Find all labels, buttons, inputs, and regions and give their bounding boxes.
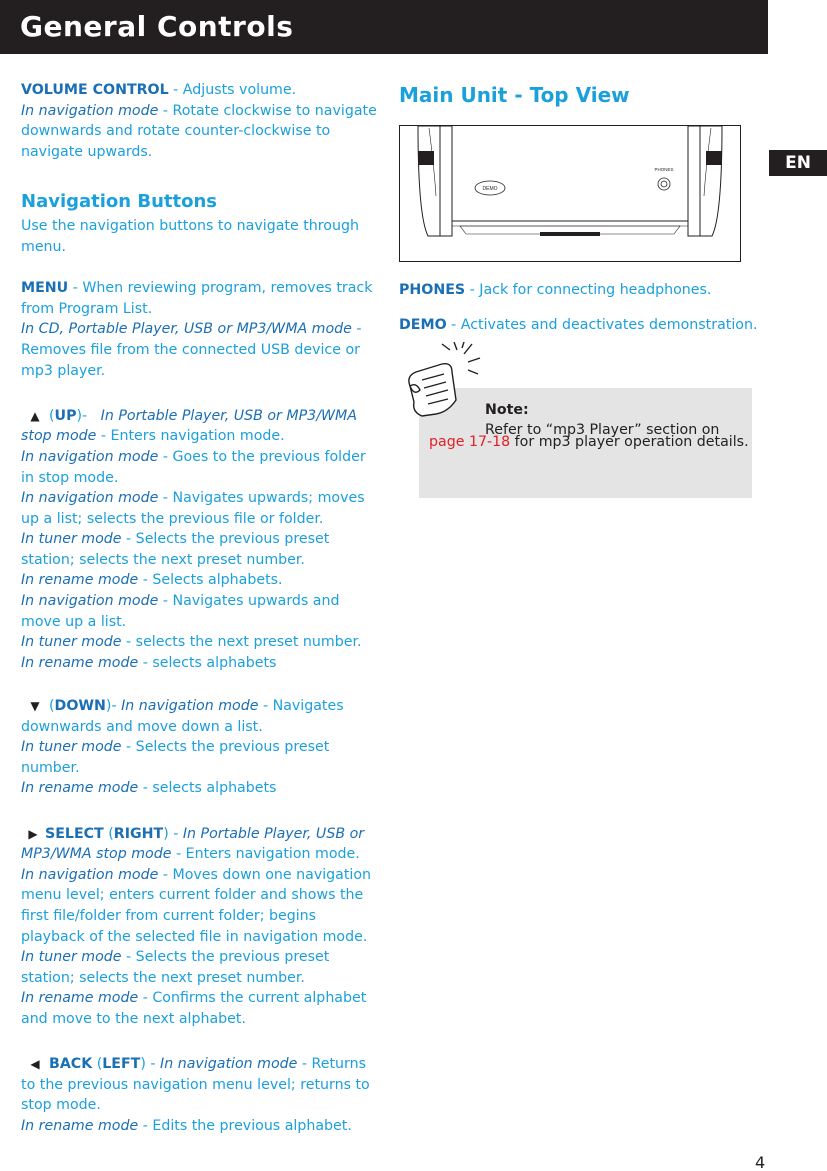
right-arrow-icon: ▶: [28, 826, 38, 841]
up-term: UP: [54, 407, 77, 424]
menu-entry: [21, 278, 381, 381]
language-tab: EN: [769, 150, 827, 176]
select-desc-4: - Confirms the current alphabet and move to the next alphabet.: [21, 990, 367, 1027]
note-title: Note:: [485, 402, 529, 418]
down-mode-1: In navigation mode: [121, 698, 259, 715]
down-term: DOWN: [54, 698, 106, 715]
volume-mode: In navigation mode: [21, 102, 159, 119]
demo-button-label: DEMO: [482, 186, 498, 192]
menu-mode: In CD, Portable Player, USB or MP3/WMA mode: [21, 321, 352, 338]
select-term: SELECT: [45, 825, 104, 842]
down-mode-3: In rename mode: [21, 780, 139, 797]
select-desc-2: - Moves down one navigation menu level; enters current folder and shows the first file/folder from current folder; begins playback of the selected file in navigation mode.: [21, 866, 372, 945]
select-paren-close: ) -: [163, 825, 183, 842]
select-desc-1: - Enters navigation mode.: [171, 846, 360, 863]
demo-desc: - Activates and deactivates demonstration.: [446, 317, 758, 333]
header-bar: [0, 0, 768, 54]
phones-desc: - Jack for connecting headphones.: [465, 282, 712, 298]
select-mode-3: In tuner mode: [21, 949, 122, 966]
page-reference-link[interactable]: page 17-18: [429, 434, 511, 450]
back-mode-1: In navigation mode: [160, 1056, 298, 1073]
navigation-intro: Use the navigation buttons to navigate through menu.: [21, 218, 359, 255]
volume-control-term: VOLUME CONTROL: [21, 82, 169, 98]
volume-mode-desc: - Rotate clockwise to navigate downwards and rotate counter-clockwise to navigate upwards.: [21, 102, 377, 160]
up-mode-5: In rename mode: [21, 572, 139, 589]
up-desc-2: - Goes to the previous folder in stop mode.: [21, 448, 366, 486]
menu-mode-desc: - Removes file from the connected USB device or mp3 player.: [21, 321, 362, 379]
up-desc-8: - selects alphabets: [138, 654, 277, 671]
volume-control-desc: - Adjusts volume.: [168, 82, 297, 98]
down-desc-1: - Navigates downwards and move down a list.: [21, 698, 344, 735]
select-desc-3: - Selects the previous preset station; selects the next preset number.: [21, 949, 330, 986]
up-desc-3: - Navigates upwards; moves up a list; selects the previous file or folder.: [21, 490, 365, 527]
up-mode-2: In navigation mode: [21, 448, 159, 465]
navigation-buttons-heading: Navigation Buttons: [21, 191, 218, 213]
back-paren-close: ) -: [140, 1056, 161, 1073]
left-arrow-icon: ◀: [30, 1057, 40, 1072]
volume-control-entry: [21, 80, 381, 162]
down-paren: (: [49, 698, 55, 715]
right-term: RIGHT: [113, 825, 164, 842]
main-unit-title: Main Unit - Top View: [399, 83, 630, 107]
up-mode-1: In Portable Player, USB or MP3/WMA stop mode: [21, 407, 357, 445]
up-mode-4: In tuner mode: [21, 531, 122, 548]
back-mode-2: In rename mode: [21, 1117, 139, 1134]
left-column: [21, 80, 381, 1137]
up-desc-6: - Navigates upwards and move up a list.: [21, 593, 340, 630]
up-mode-7: In tuner mode: [21, 634, 122, 651]
page-title: General Controls: [20, 10, 294, 43]
note-line: Refer to “mp3 Player” section on: [485, 422, 720, 438]
note-reference-rest: for mp3 player operation details.: [510, 434, 749, 450]
down-arrow-icon: ▼: [30, 699, 40, 714]
up-desc-1: - Enters navigation mode.: [96, 428, 285, 445]
up-desc-7: - selects the next preset number.: [121, 634, 362, 651]
back-entry: [21, 1054, 381, 1136]
note-reference: [429, 434, 749, 450]
device-illustration: [399, 125, 741, 262]
back-term: BACK: [49, 1056, 93, 1073]
select-paren: (: [103, 825, 114, 842]
up-desc-5: - Selects alphabets.: [138, 572, 283, 589]
phones-jack-label: PHONES: [654, 167, 674, 172]
up-desc-4: - Selects the previous preset station; selects the next preset number.: [21, 531, 330, 568]
back-paren: (: [92, 1056, 103, 1073]
up-mode-8: In rename mode: [21, 654, 139, 671]
menu-term: MENU: [21, 280, 69, 297]
note-paper-icon: [402, 342, 482, 422]
select-mode-4: In rename mode: [21, 990, 139, 1007]
down-entry: [21, 696, 381, 799]
up-arrow-icon: ▲: [30, 408, 40, 423]
menu-desc: - When reviewing program, removes track from Program List.: [21, 280, 373, 317]
down-desc-2: - Selects the previous preset number.: [21, 739, 330, 776]
down-paren-close: )-: [105, 698, 117, 715]
up-mode-3: In navigation mode: [21, 490, 159, 507]
top-view-drawing: [400, 126, 740, 261]
down-desc-3: - selects alphabets: [138, 780, 277, 797]
phones-entry: [399, 282, 769, 298]
up-paren: (: [49, 407, 55, 424]
up-entry: [21, 406, 381, 674]
back-desc-1: - Returns to the previous navigation menu level; returns to stop mode.: [21, 1056, 370, 1114]
demo-term: DEMO: [399, 317, 447, 333]
page-number: 4: [755, 1153, 766, 1171]
left-term: LEFT: [102, 1056, 141, 1073]
back-desc-2: - Edits the previous alphabet.: [138, 1117, 352, 1134]
up-paren-close: )-: [76, 407, 88, 424]
phones-term: PHONES: [399, 282, 466, 298]
select-entry: [21, 824, 381, 1030]
down-mode-2: In tuner mode: [21, 739, 122, 756]
select-mode-1: In Portable Player, USB or MP3/WMA stop mode: [21, 825, 365, 863]
up-mode-6: In navigation mode: [21, 593, 159, 610]
demo-entry: [399, 317, 769, 333]
select-mode-2: In navigation mode: [21, 866, 159, 883]
